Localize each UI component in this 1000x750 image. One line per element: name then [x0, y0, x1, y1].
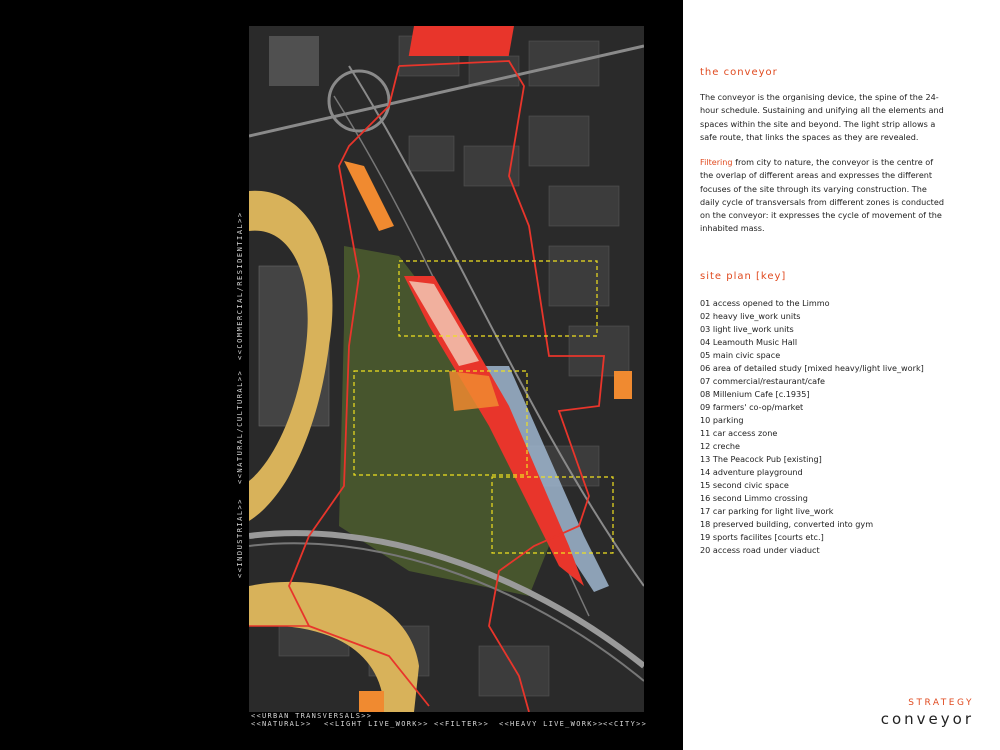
key-item: 19 sports facilites [courts etc.] [700, 532, 824, 542]
label-natural-cultural: <<NATURAL/CULTURAL>> [236, 369, 244, 484]
key-item: 10 parking [700, 415, 744, 425]
key-item: 03 light live_work units [700, 324, 794, 334]
site-plan-key-list [700, 297, 924, 557]
key-item: 15 second civic space [700, 480, 789, 490]
key-item: 05 main civic space [700, 350, 781, 360]
key-item: 11 car access zone [700, 428, 778, 438]
key-item: 08 Millenium Cafe [c.1935] [700, 389, 810, 399]
aerial-site-plan [249, 26, 644, 712]
label-industrial: <<INDUSTRIAL>> [236, 497, 244, 578]
label-light-live-work: <<LIGHT LIVE_WORK>> [324, 720, 429, 728]
site-plan-key-heading: site plan [key] [700, 271, 787, 282]
key-item: 06 area of detailed study [mixed heavy/light live_work] [700, 363, 924, 373]
text-panel [683, 0, 1000, 750]
strategy-label: STRATEGY [908, 698, 974, 708]
key-item: 09 farmers' co-op/market [700, 402, 804, 412]
conveyor-paragraph-2 [700, 156, 948, 236]
key-item: 16 second Limmo crossing [700, 493, 808, 503]
label-natural: <<NATURAL>> [251, 720, 312, 728]
page-title: conveyor [880, 710, 974, 728]
key-item: 04 Leamouth Music Hall [700, 337, 798, 347]
conveyor-heading: the conveyor [700, 67, 778, 78]
conveyor-paragraph-1: The conveyor is the organising device, the spine of the 24-hour schedule. Sustaining and unifying all the elements and spaces within the site and beyond. The light strip allows a safe route, that links the spaces as they are revealed. [700, 92, 944, 142]
site-plan-map [249, 26, 644, 712]
key-item: 13 The Peacock Pub [existing] [700, 454, 822, 464]
key-item: 02 heavy live_work units [700, 311, 801, 321]
filtering-word: Filtering [700, 157, 733, 167]
label-heavy-live-work: <<HEAVY LIVE_WORK>> [499, 720, 604, 728]
label-city: <<CITY>> [603, 720, 648, 728]
label-filter: <<FILTER>> [434, 720, 490, 728]
paragraph-2-body: from city to nature, the conveyor is the centre of the overlap of different areas and expresses the different focuses of the site through its varying construction. The daily cycle of transversals from different zones is conducted on the conveyor: it expresses the cycle of movement of the inhabited mass. [700, 157, 944, 234]
key-item: 07 commercial/restaurant/cafe [700, 376, 825, 386]
key-item: 12 creche [700, 441, 741, 451]
key-item: 18 preserved building, converted into gym [700, 519, 874, 529]
key-item: 14 adventure playground [700, 467, 803, 477]
label-commercial-residential: <<COMMERCIAL/RESIDENTIAL>> [236, 211, 244, 360]
key-item: 17 car parking for light live_work [700, 506, 834, 516]
label-urban-transversals: <<URBAN TRANSVERSALS>> [251, 712, 373, 720]
key-item: 01 access opened to the Limmo [700, 298, 830, 308]
key-item: 20 access road under viaduct [700, 545, 820, 555]
